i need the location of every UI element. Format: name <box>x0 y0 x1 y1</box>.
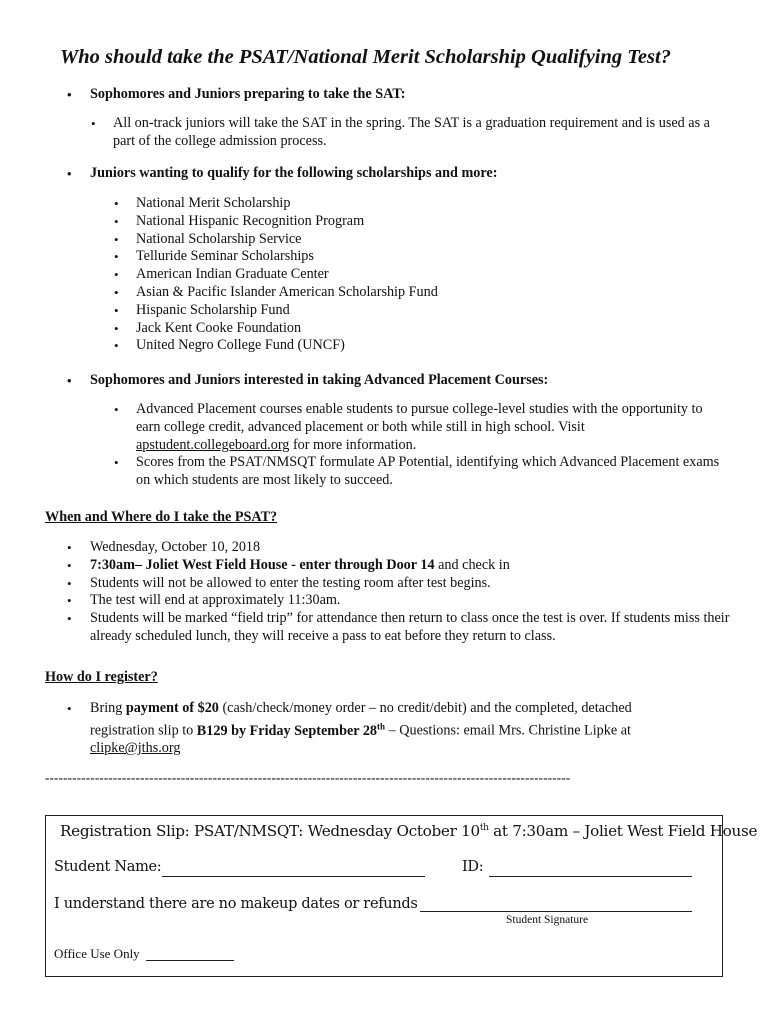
ap-sublist <box>114 401 728 490</box>
list-item-label: Juniors wanting to qualify for the following scholarships and more: <box>90 165 498 181</box>
list-item-text: National Scholarship Service <box>136 230 302 247</box>
list-item <box>114 266 696 284</box>
bullet-icon: • <box>67 557 72 573</box>
register-heading: How do I register? <box>45 669 158 685</box>
who-list <box>67 165 730 183</box>
bullet-icon: • <box>114 213 119 229</box>
office-use-field[interactable] <box>146 960 234 961</box>
sat-sublist <box>91 115 713 151</box>
list-item <box>114 212 696 231</box>
list-item <box>67 539 730 557</box>
bullet-icon: • <box>67 611 72 627</box>
list-item-text: The test will end at approximately 11:30am. <box>90 592 341 609</box>
list-item-text: (cash/check/money order – no credit/debit) and the completed, detached registration slip to <box>90 700 632 739</box>
slip-title-text: at 7:30am – Joliet West Field House <box>488 822 758 840</box>
student-name-label: Student Name: <box>54 859 162 875</box>
cut-line-divider: -------------------------------------------------------------------------------------------------------------------- <box>45 770 571 785</box>
payment-amount: payment of $20 <box>125 700 219 716</box>
list-item-text: Students will not be allowed to enter the testing room after test begins. <box>90 574 491 591</box>
list-item-text: National Merit Scholarship <box>136 195 291 211</box>
list-item-text: National Hispanic Recognition Program <box>136 212 365 229</box>
bullet-icon: • <box>67 373 72 388</box>
list-item-text: Students will be marked “field trip” for attendance then return to class once the test is over. If students miss their already scheduled lunch, they will receive a pass to eat before they return to class. <box>90 610 730 644</box>
list-item <box>114 195 696 213</box>
list-item <box>67 574 730 593</box>
list-item <box>114 337 696 355</box>
who-list <box>67 372 730 390</box>
bullet-icon: • <box>67 540 72 555</box>
bullet-icon: • <box>114 338 119 354</box>
list-item-text: Wednesday, October 10, 2018 <box>90 539 261 555</box>
office-use-label: Office Use Only <box>54 946 140 961</box>
list-item <box>91 115 713 151</box>
deadline-text: B129 by Friday September 28 <box>196 722 378 739</box>
id-field[interactable] <box>489 876 692 877</box>
list-item <box>114 301 696 320</box>
list-item <box>67 610 730 646</box>
list-item-text: for more information. <box>292 436 417 453</box>
list-item-text: Advanced Placement courses enable students to pursue college-level studies with the opportunity to earn college credit, advanced placement or both while still in high school. Visit <box>136 401 703 435</box>
bullet-icon: • <box>114 284 119 300</box>
list-item-text: Bring <box>90 700 126 716</box>
list-item-text: Jack Kent Cooke Foundation <box>136 319 302 336</box>
bullet-icon: • <box>67 166 72 181</box>
id-label: ID: <box>462 859 484 875</box>
list-item <box>114 248 696 266</box>
apstudent-link[interactable]: apstudent.collegeboard.org <box>136 436 290 453</box>
email-link[interactable]: clipke@jths.org <box>90 740 181 757</box>
list-item <box>67 700 690 758</box>
slip-title-suffix: th <box>479 822 489 833</box>
list-item-text: – Questions: email Mrs. Christine Lipke at <box>385 722 631 739</box>
slip-title-text: Registration Slip: PSAT/NMSQT: Wednesday October 10 <box>60 822 480 840</box>
list-item-text: Hispanic Scholarship Fund <box>136 301 290 318</box>
bullet-icon: • <box>114 402 119 417</box>
bullet-icon: • <box>114 455 119 471</box>
list-item-text: American Indian Graduate Center <box>136 266 329 283</box>
registration-slip <box>45 815 758 977</box>
list-item <box>114 401 728 454</box>
list-item-text: United Negro College Fund (UNCF) <box>136 337 345 354</box>
bullet-icon: • <box>67 87 72 102</box>
list-item <box>67 372 730 390</box>
page-title: Who should take the PSAT/National Merit Scholarship Qualifying Test? <box>60 46 671 68</box>
when-where-heading: When and Where do I take the PSAT? <box>45 509 278 525</box>
signature-label: Student Signature <box>506 914 589 926</box>
list-item-text: All on-track juniors will take the SAT in the spring. The SAT is a graduation requirement and is used as a part of the college admission process. <box>113 115 710 149</box>
bullet-icon: • <box>114 320 119 336</box>
list-item <box>67 86 730 104</box>
bullet-icon: • <box>114 231 119 247</box>
scholarship-sublist <box>114 195 696 355</box>
list-item-text: 7:30am– Joliet West Field House - enter through Door 14 <box>90 556 435 573</box>
bullet-icon: • <box>114 267 119 283</box>
deadline-suffix: th <box>377 720 386 731</box>
list-item-label: Sophomores and Juniors preparing to take the SAT: <box>90 86 406 102</box>
list-item <box>67 556 730 575</box>
register-list <box>67 700 690 758</box>
list-item-text: Scores from the PSAT/NMSQT formulate AP Potential, identifying which Advanced Placement exams on which students are most likely to succeed. <box>136 454 720 489</box>
bullet-icon: • <box>91 116 96 131</box>
list-item <box>67 165 730 183</box>
signature-field[interactable] <box>420 911 692 912</box>
no-refunds-statement: I understand there are no makeup dates or refunds <box>54 896 418 912</box>
deadline <box>196 720 386 739</box>
student-name-field[interactable] <box>162 876 425 877</box>
when-where-list <box>67 539 730 646</box>
list-item-label: Sophomores and Juniors interested in taking Advanced Placement Courses: <box>90 372 549 388</box>
bullet-icon: • <box>67 593 72 609</box>
bullet-icon: • <box>114 196 119 211</box>
list-item <box>114 454 728 490</box>
who-list <box>67 86 730 104</box>
list-item <box>114 230 696 249</box>
list-item-text: Asian & Pacific Islander American Scholarship Fund <box>136 283 438 300</box>
bullet-icon: • <box>114 302 119 318</box>
list-item <box>67 592 730 610</box>
bullet-icon: • <box>114 249 119 265</box>
bullet-icon: • <box>67 701 72 716</box>
slip-title <box>60 822 757 840</box>
list-item <box>114 283 696 302</box>
bullet-icon: • <box>67 575 72 591</box>
list-item-text: and check in <box>434 556 510 573</box>
list-item <box>114 319 696 338</box>
list-item-text: Telluride Seminar Scholarships <box>136 248 314 265</box>
